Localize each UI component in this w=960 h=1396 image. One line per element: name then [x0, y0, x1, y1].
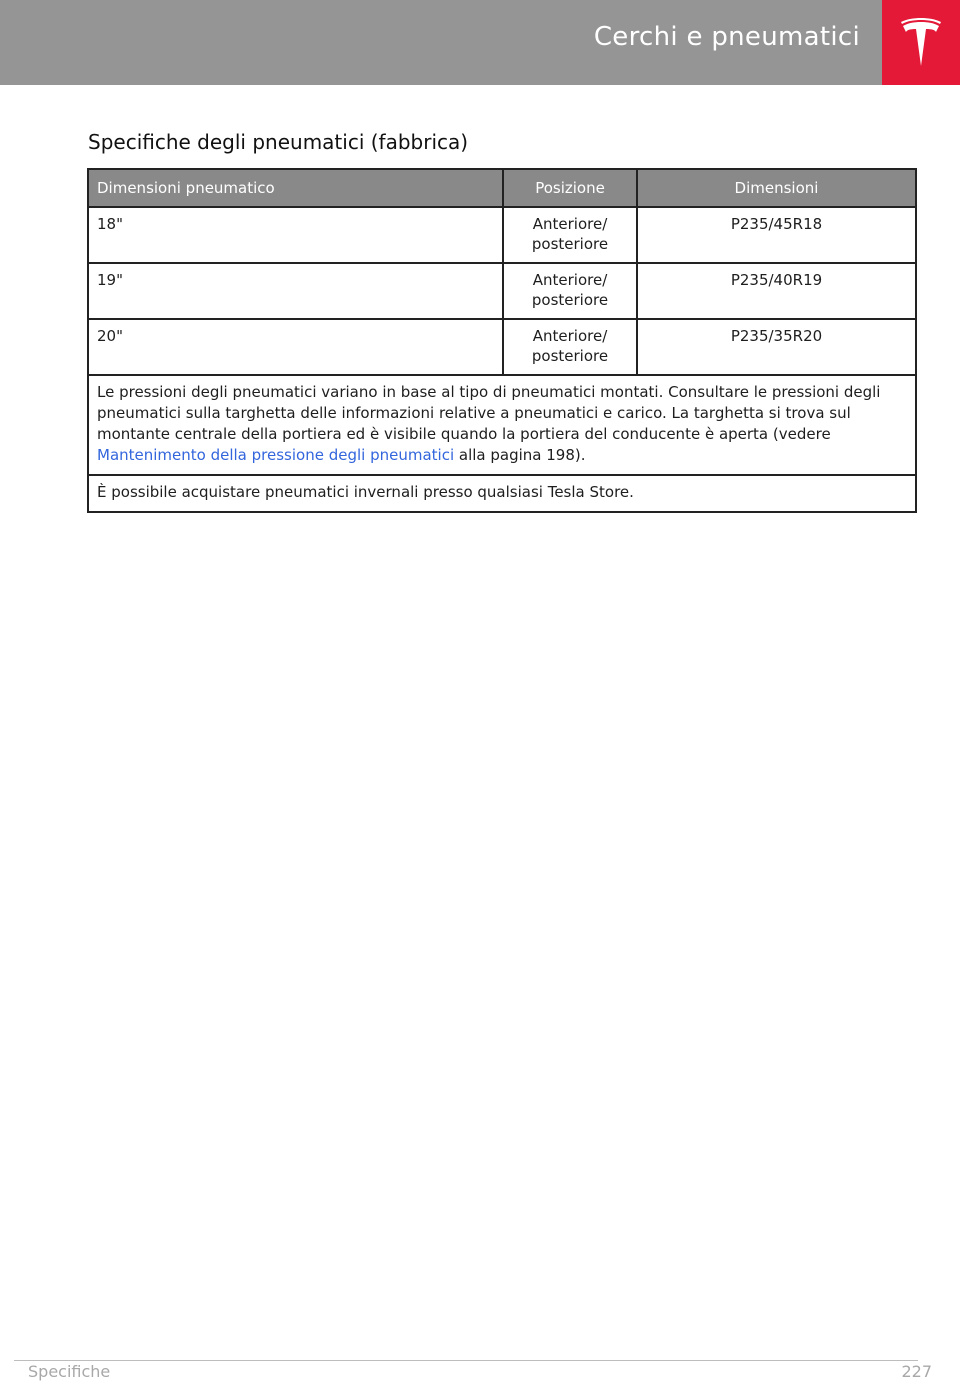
position-cell	[503, 207, 637, 263]
dimension-cell: P235/40R19	[637, 263, 916, 319]
table-header-row	[88, 169, 916, 207]
table-row	[88, 263, 916, 319]
footer-section-name: Specifiche	[28, 1362, 111, 1381]
table-note-row	[88, 475, 916, 512]
dimension-cell: P235/35R20	[637, 319, 916, 375]
dimension-cell: P235/45R18	[637, 207, 916, 263]
tire-size-cell: 18"	[88, 207, 503, 263]
tire-spec-table	[87, 168, 917, 513]
table-note-row	[88, 375, 916, 475]
position-cell	[503, 319, 637, 375]
column-header-position: Posizione	[503, 169, 637, 207]
position-cell	[503, 263, 637, 319]
position-line1: Anteriore/	[532, 271, 608, 289]
column-header-tire-size: Dimensioni pneumatico	[88, 169, 503, 207]
section-title: Specifiche degli pneumatici (fabbrica)	[88, 130, 469, 154]
note-text-after: alla pagina 198).	[454, 446, 586, 464]
tire-size-cell: 19"	[88, 263, 503, 319]
winter-tires-note: È possibile acquistare pneumatici invernali presso qualsiasi Tesla Store.	[88, 475, 916, 512]
column-header-dimension: Dimensioni	[637, 169, 916, 207]
tire-size-cell: 20"	[88, 319, 503, 375]
header-bar	[0, 0, 882, 85]
footer-divider	[14, 1360, 918, 1361]
position-line2: posteriore	[531, 347, 609, 365]
page-header-title: Cerchi e pneumatici	[593, 22, 860, 52]
tire-pressure-note	[88, 375, 916, 475]
note-text-before: Le pressioni degli pneumatici variano in base al tipo di pneumatici montati. Consultare le pressioni degli pneumatici sulla targhetta delle informazioni relative a pneumatici e carico. La targhetta si trova sul montante centrale della portiera ed è visibile quando la portiera del conducente è aperta (vedere	[97, 383, 881, 443]
table-row	[88, 319, 916, 375]
position-line2: posteriore	[531, 291, 609, 309]
table-row	[88, 207, 916, 263]
tesla-logo-icon	[901, 17, 941, 67]
tire-pressure-link[interactable]: Mantenimento della pressione degli pneumatici	[97, 446, 455, 464]
position-line1: Anteriore/	[532, 215, 608, 233]
position-line2: posteriore	[531, 235, 609, 253]
position-line1: Anteriore/	[532, 327, 608, 345]
footer-page-number: 227	[901, 1362, 932, 1381]
brand-logo-box	[882, 0, 960, 85]
